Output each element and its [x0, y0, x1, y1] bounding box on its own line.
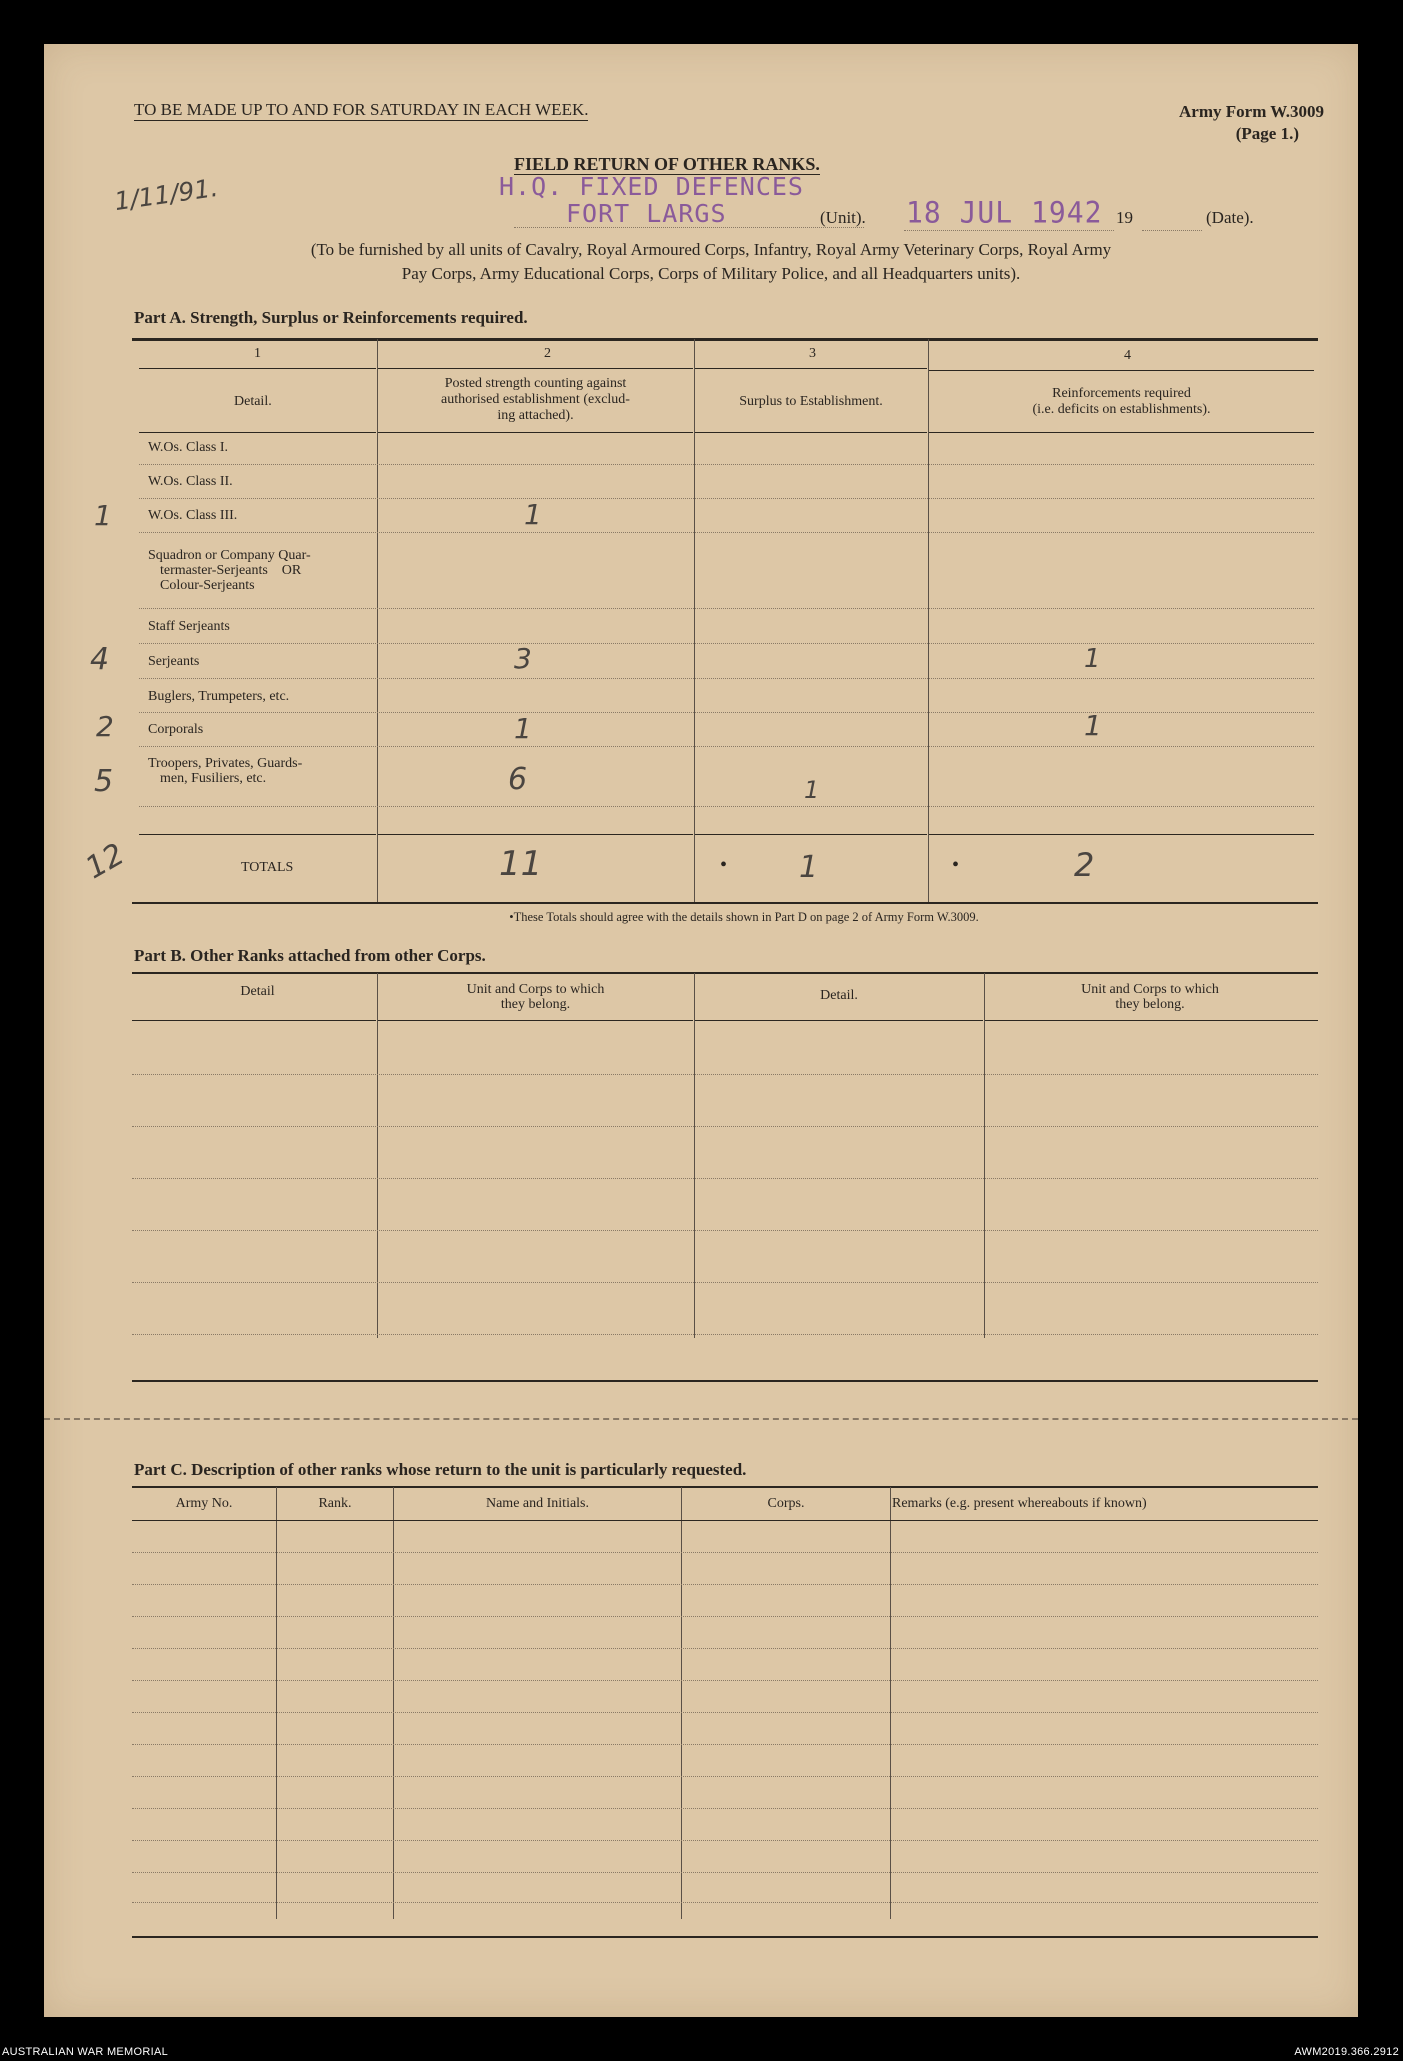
- margin-troopers-count: 5: [94, 764, 114, 799]
- serjeants-reinf-value: 1: [1084, 644, 1101, 674]
- part-c-row-2: [132, 1584, 1318, 1585]
- row-troopers-line-1: Troopers, Privates, Guards-: [148, 756, 303, 771]
- totals-surplus-marker: •: [720, 854, 728, 876]
- margin-wo3-count: 1: [94, 499, 112, 532]
- row-serjeants: Serjeants: [148, 654, 200, 669]
- furnish-note-line-2: Pay Corps, Army Educational Corps, Corps of Military Police, and all Headquarters units).: [401, 264, 1021, 283]
- unit-label: (Unit).: [820, 208, 866, 227]
- header-rule-4: [929, 432, 1314, 433]
- part-b-row-3: [132, 1178, 1318, 1179]
- row-line-5: [139, 643, 1314, 644]
- row-line-2: [139, 498, 1314, 499]
- col-header-reinf-line-1: Reinforcements required: [1052, 386, 1191, 401]
- part-b-row-6: [132, 1334, 1318, 1335]
- totals-top-rule-2: [378, 834, 693, 835]
- col-header-posted: [378, 376, 693, 424]
- instruction-text: TO BE MADE UP TO AND FOR SATURDAY IN EACH WEEK.: [134, 100, 589, 119]
- totals-reinf-value: 2: [1074, 846, 1095, 884]
- totals-footnote: •These Totals should agree with the details shown in Part D on page 2 of Army Form W.3009.: [509, 910, 979, 924]
- row-line-8: [139, 746, 1314, 747]
- margin-corporals-count: 2: [96, 710, 114, 743]
- row-line-6: [139, 678, 1314, 679]
- corporals-reinf-value: 1: [1084, 709, 1102, 742]
- part-c-bottom-rule: [132, 1936, 1318, 1938]
- part-b-row-2: [132, 1126, 1318, 1127]
- row-line-4: [139, 608, 1314, 609]
- part-b-heading: Part B. Other Ranks attached from other Corps.: [134, 946, 486, 965]
- col-header-reinforcements: [929, 386, 1314, 418]
- furnish-note-line-1: (To be furnished by all units of Cavalry, Royal Armoured Corps, Infantry, Royal Army Veterinary Corps, Royal Army: [310, 240, 1112, 259]
- col-num-3: 3: [809, 346, 816, 361]
- part-c-row-3: [132, 1616, 1318, 1617]
- margin-totals-count: 12: [79, 836, 131, 887]
- part-b-col-unit2-line-2: they belong.: [1115, 997, 1185, 1012]
- col-header-surplus: Surplus to Establishment.: [739, 394, 883, 409]
- row-buglers: Buglers, Trumpeters, etc.: [148, 689, 290, 704]
- row-squadron-line-2: termaster-Serjeants OR: [160, 563, 302, 578]
- part-c-col-corps: Corps.: [767, 1496, 805, 1511]
- row-squadron-line-3: Colour-Serjeants: [160, 578, 255, 593]
- form-title: FIELD RETURN OF OTHER RANKS.: [514, 154, 820, 174]
- unit-stamp-line-2: FORT LARGS: [566, 199, 727, 228]
- part-c-col-name: Name and Initials.: [485, 1496, 590, 1511]
- row-troopers-line-2: men, Fusiliers, etc.: [160, 771, 267, 786]
- part-c-top-rule: [132, 1486, 1318, 1488]
- row-line-7: [139, 712, 1314, 713]
- row-wo-class-1: W.Os. Class I.: [148, 440, 228, 455]
- row-squadron-qms: [148, 548, 378, 593]
- part-b-row-4: [132, 1230, 1318, 1231]
- col-header-detail: Detail.: [234, 394, 272, 409]
- archive-reference: AWM2019.366.2912: [1294, 2046, 1399, 2058]
- date-label: (Date).: [1206, 208, 1254, 227]
- part-b-row-5: [132, 1282, 1318, 1283]
- colnum-rule-1: [139, 368, 376, 369]
- page-number: (Page 1.): [1235, 124, 1299, 143]
- part-a-bottom-rule: [132, 902, 1318, 904]
- header-rule-3: [695, 432, 927, 433]
- form-paper: [44, 44, 1358, 2017]
- colnum-rule-2: [378, 368, 693, 369]
- unit-underline: [514, 227, 864, 228]
- archive-credit: AUSTRALIAN WAR MEMORIAL: [2, 2046, 169, 2058]
- row-corporals: Corporals: [148, 722, 204, 737]
- totals-posted-value: 11: [499, 844, 543, 884]
- totals-top-rule-3: [695, 834, 927, 835]
- row-line-9: [139, 806, 1314, 807]
- row-line-3: [139, 532, 1314, 533]
- part-c-col-remarks: Remarks (e.g. present whereabouts if known): [892, 1496, 1147, 1511]
- part-b-bottom-rule: [132, 1380, 1318, 1382]
- part-b-col-divider-1: [377, 973, 378, 1338]
- corporals-posted-value: 1: [514, 712, 532, 745]
- part-c-row-11: [132, 1872, 1318, 1873]
- row-wo-class-2: W.Os. Class II.: [148, 474, 233, 489]
- form-number: Army Form W.3009: [1179, 102, 1324, 121]
- date-underline: [904, 230, 1114, 231]
- wo3-posted-value: 1: [524, 498, 542, 531]
- row-troopers: [148, 756, 302, 786]
- col-num-2: 2: [544, 346, 551, 361]
- part-c-col-rank: Rank.: [318, 1496, 352, 1511]
- col-header-posted-line-3: ing attached).: [497, 408, 574, 423]
- part-b-col-detail: Detail: [240, 984, 275, 999]
- part-b-col-unit-line-2: they belong.: [500, 997, 571, 1012]
- part-a-top-rule: [132, 338, 1318, 341]
- row-wo-class-3: W.Os. Class III.: [148, 508, 238, 523]
- part-b-row-1: [132, 1074, 1318, 1075]
- part-c-col-army-no: Army No.: [175, 1496, 233, 1511]
- part-a-heading: Part A. Strength, Surplus or Reinforcements required.: [134, 308, 528, 327]
- totals-surplus-value: 1: [799, 850, 819, 885]
- part-a-col-divider-2: [694, 339, 695, 904]
- col-header-posted-line-1: Posted strength counting against: [444, 376, 627, 391]
- part-b-col-divider-2: [694, 973, 695, 1338]
- part-c-row-6: [132, 1712, 1318, 1713]
- col-num-1: 1: [254, 346, 261, 361]
- colnum-rule-3: [695, 368, 927, 369]
- part-b-header-rule-3: [695, 1020, 983, 1021]
- col-header-posted-line-2: authorised establishment (exclud-: [441, 392, 630, 407]
- margin-date-handwritten: 1/11/91.: [112, 172, 220, 217]
- col-num-4: 4: [1124, 348, 1131, 363]
- totals-top-rule-4: [929, 834, 1314, 835]
- year-underline: [1142, 230, 1202, 231]
- colnum-rule-4: [929, 370, 1314, 371]
- part-c-header-rule: [132, 1520, 1318, 1521]
- part-b-col-unit2-line-1: Unit and Corps to which: [1081, 982, 1219, 997]
- totals-reinf-marker: •: [952, 854, 960, 876]
- part-b-top-rule: [132, 972, 1318, 974]
- totals-top-rule-1: [139, 834, 376, 835]
- row-line-1: [139, 464, 1314, 465]
- unit-stamp-line-1: H.Q. FIXED DEFENCES: [499, 172, 804, 201]
- part-c-row-1: [132, 1552, 1318, 1553]
- totals-label: TOTALS: [241, 860, 294, 875]
- part-b-header-rule-2: [378, 1020, 693, 1021]
- part-c-row-12: [132, 1902, 1318, 1903]
- troopers-surplus-value: 1: [804, 776, 820, 804]
- margin-serjeants-count: 4: [90, 642, 110, 677]
- part-b-col-unit-line-1: Unit and Corps to which: [466, 982, 605, 997]
- part-b-col-unit: [378, 982, 693, 1012]
- part-a-col-divider-3: [928, 339, 929, 904]
- part-c-row-4: [132, 1648, 1318, 1649]
- part-c-row-10: [132, 1840, 1318, 1841]
- part-b-header-rule-1: [132, 1020, 376, 1021]
- serjeants-posted-value: 3: [514, 642, 532, 675]
- header-rule-2: [378, 432, 693, 433]
- col-header-reinf-line-2: (i.e. deficits on establishments).: [1032, 402, 1211, 417]
- part-c-heading: Part C. Description of other ranks whose return to the unit is particularly requested.: [134, 1460, 747, 1479]
- troopers-posted-value: 6: [508, 762, 528, 797]
- row-squadron-line-1: Squadron or Company Quar-: [148, 548, 311, 563]
- part-b-col-detail-2: Detail.: [820, 988, 858, 1003]
- part-c-row-7: [132, 1744, 1318, 1745]
- part-c-row-8: [132, 1776, 1318, 1777]
- part-c-row-9: [132, 1808, 1318, 1809]
- row-staff-serjeants: Staff Serjeants: [148, 619, 230, 634]
- part-c-row-5: [132, 1680, 1318, 1681]
- header-rule-1: [139, 432, 376, 433]
- part-b-header-rule-4: [985, 1020, 1318, 1021]
- perforation-line: [44, 1418, 1358, 1420]
- part-b-col-unit-2: [985, 982, 1315, 1012]
- year-prefix: 19: [1116, 208, 1133, 227]
- part-b-col-divider-3: [984, 973, 985, 1338]
- date-stamp: 18 JUL 1942: [906, 195, 1103, 230]
